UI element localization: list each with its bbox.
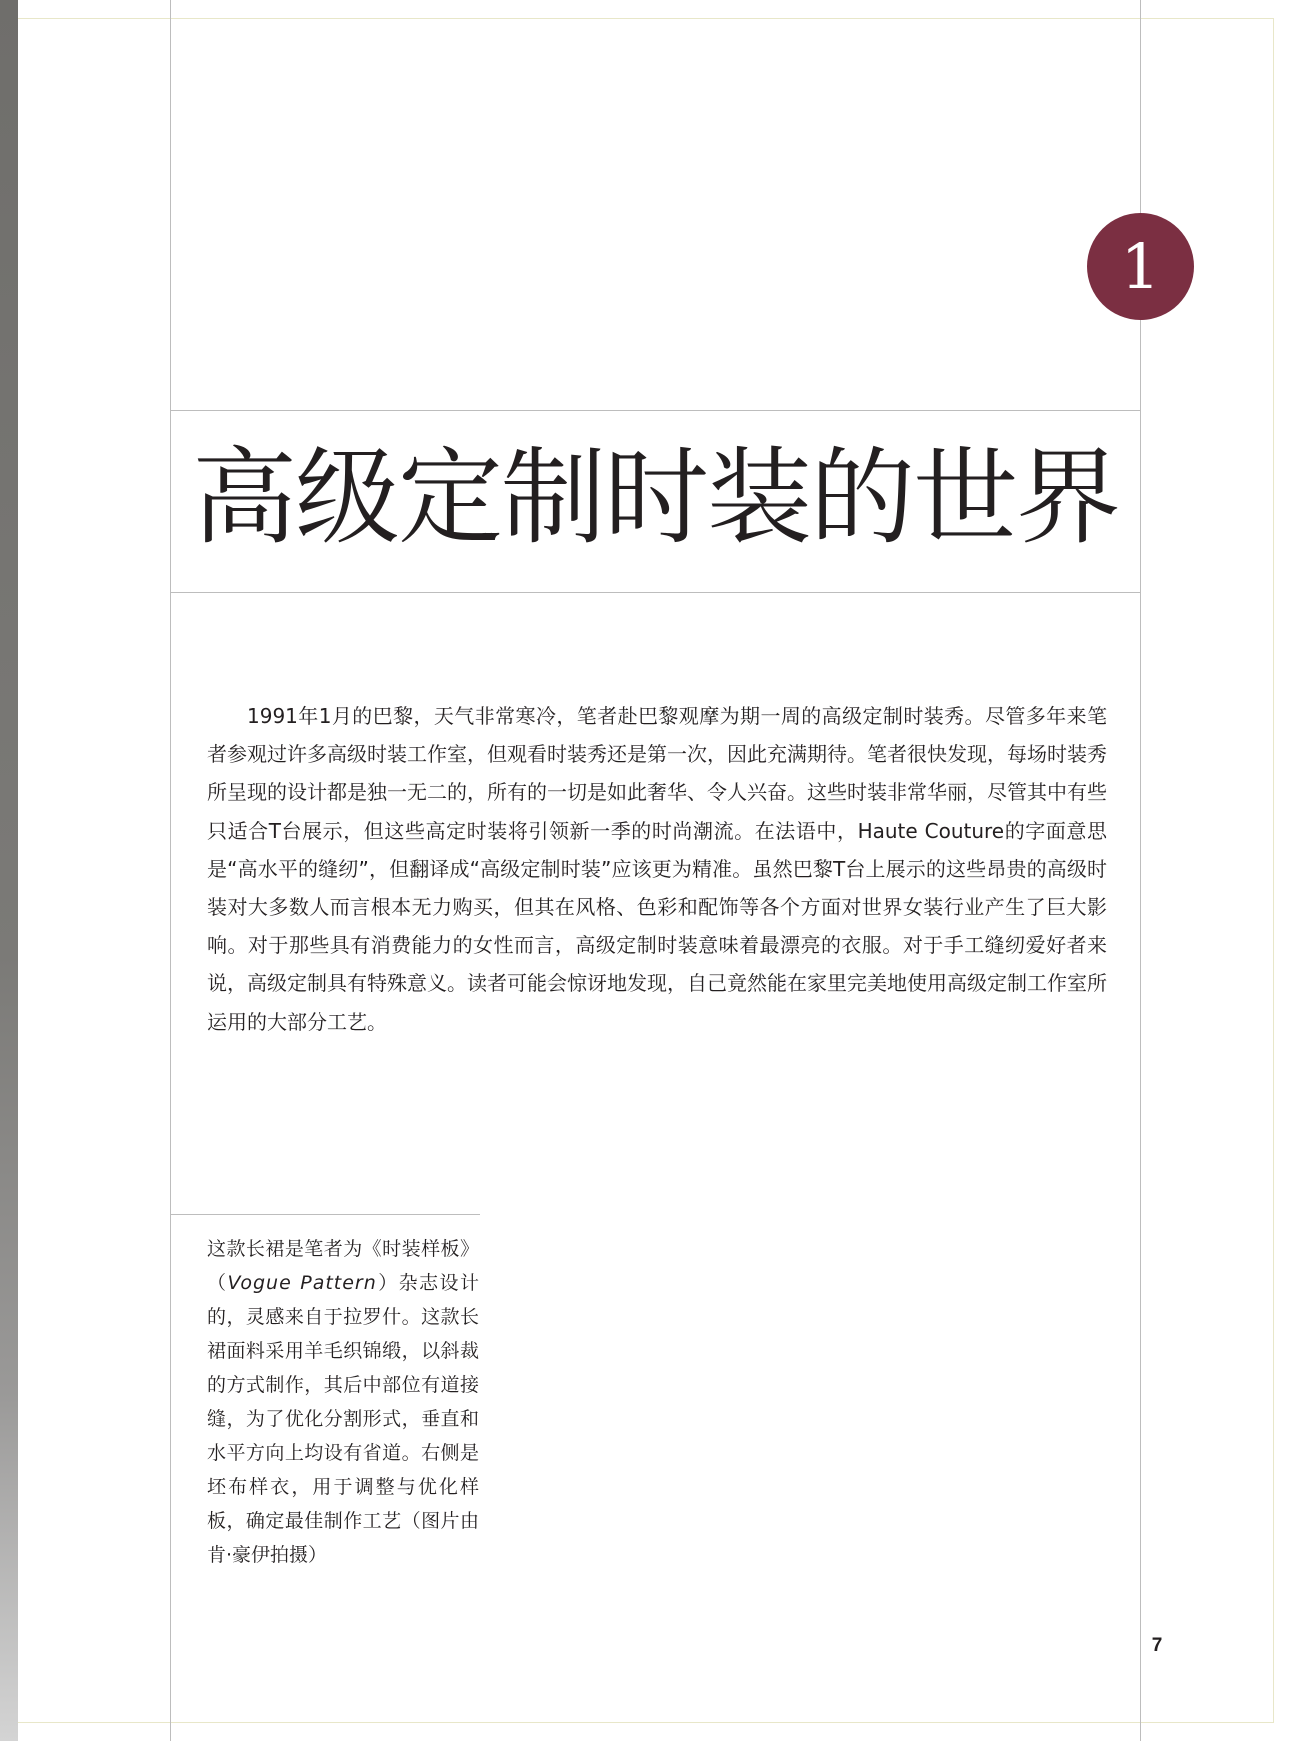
body-paragraph: 1991年1月的巴黎，天气非常寒冷，笔者赴巴黎观摩为期一周的高级定制时装秀。尽管多年来笔者参观过许多高级时装工作室，但观看时装秀还是第一次，因此充满期待。笔者很快发现，每场时装秀所呈现的设计都是独一无二的，所有的一切是如此奢华、令人兴奋。这些时装非常华丽，尽管其中有些只适合T台展示，但这些高定时装将引领新一季的时尚潮流。在法语中，Haute Couture的字面意思是“高水平的缝纫”，但翻译成“高级定制时装”应该更为精准。虽然巴黎T台上展示的这些昂贵的高级时装对大多数人而言根本无力购买，但其在风格、色彩和配饰等各个方面对世界女装行业产生了巨大影响。对于那些具有消费能力的女性而言，高级定制时装意味着最漂亮的衣服。对于手工缝纫爱好者来说，高级定制具有特殊意义。读者可能会惊讶地发现，自己竟然能在家里完美地使用高级定制工作室所运用的大部分工艺。 [207,704,1107,1034]
figure-caption [207,1232,479,1572]
caption-rule [170,1214,480,1215]
book-spine-shadow [0,0,18,1741]
trim-line-top [18,18,1274,19]
trim-line-bottom [18,1722,1274,1723]
caption-text-part1: 这款长裙是笔者为《时装样板》（ [207,1238,479,1294]
page-number: 7 [1151,1635,1163,1656]
caption-italic-title: Vogue Pattern [227,1272,377,1294]
trim-line-right [1273,18,1274,1723]
caption-text-part2: ）杂志设计的，灵感来自于拉罗什。这款长裙面料采用羊毛织锦缎，以斜裁的方式制作，其后中部位有道接缝，为了优化分割形式，垂直和水平方向上均设有省道。右侧是坯布样衣，用于调整与优化样板，确定最佳制作工艺（图片由肯·豪伊拍摄） [207,1272,479,1566]
title-rule-bottom [170,592,1141,593]
margin-rule-left [170,0,171,1741]
chapter-title: 高级定制时装的世界 [191,437,1119,559]
chapter-number-badge: 1 [1087,213,1194,320]
title-rule-top [170,410,1141,411]
